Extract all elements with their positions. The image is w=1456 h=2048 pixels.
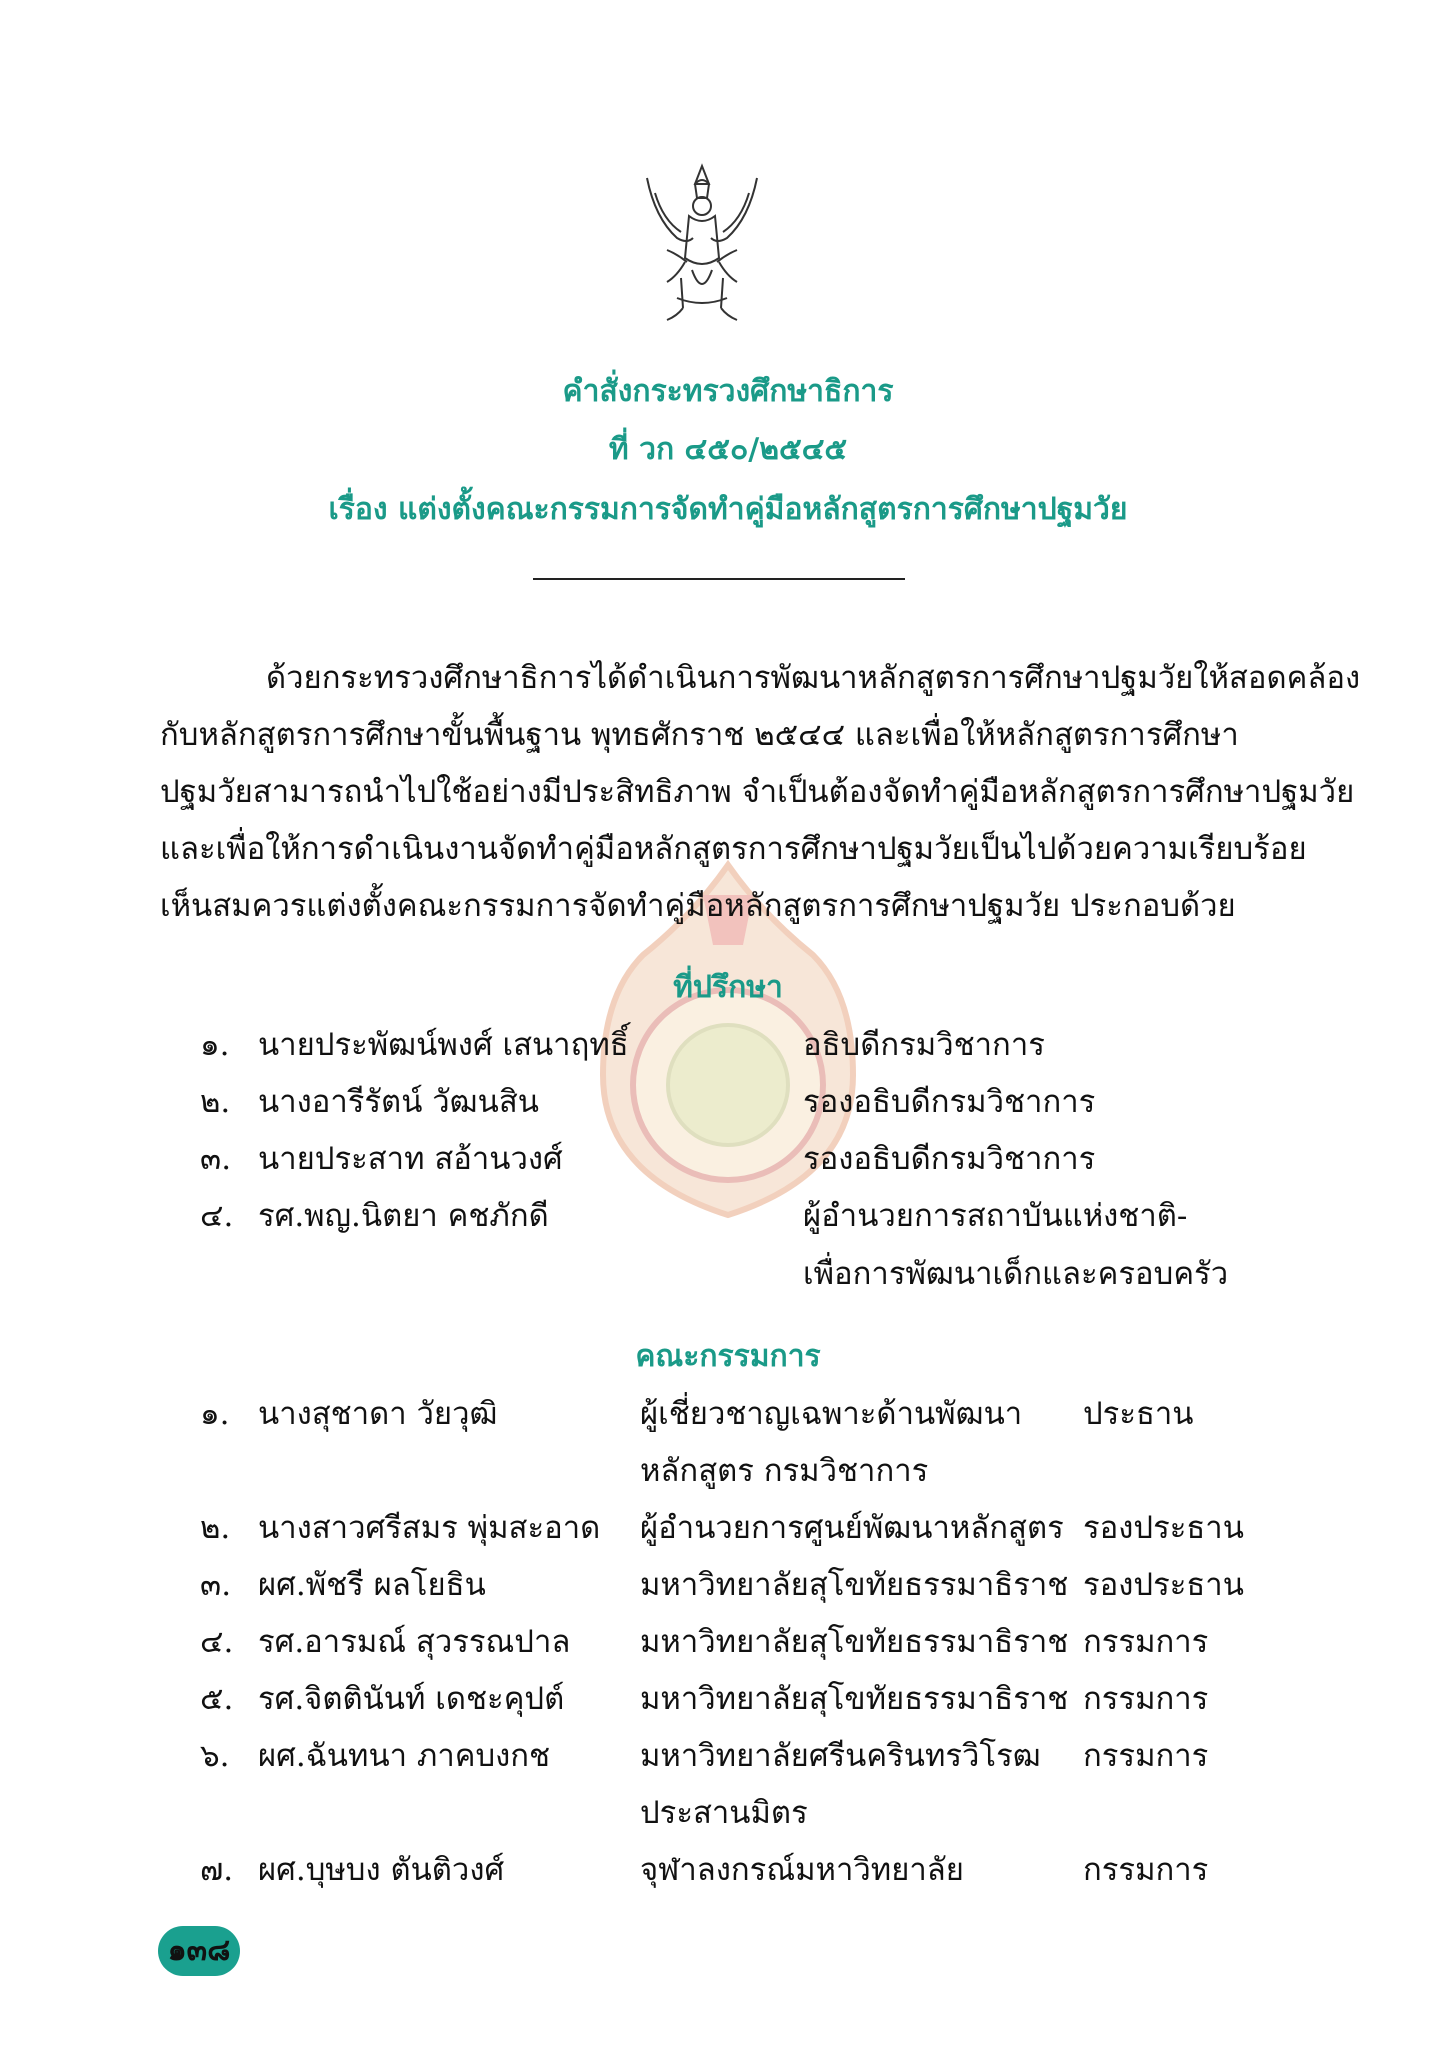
advisors-heading: ที่ปรึกษา (673, 970, 783, 1005)
row-number: ๑. (200, 1396, 230, 1432)
title-divider (533, 578, 905, 580)
member-role: กรรมการ (1083, 1738, 1209, 1774)
row-number: ๔. (200, 1198, 234, 1234)
body-line-3: ปฐมวัยสามารถนำไปใช้อย่างมีประสิทธิภาพ จำเป็นต้องจัดทำคู่มือหลักสูตรการศึกษาปฐมวัย (160, 774, 1355, 810)
body-line-2: กับหลักสูตรการศึกษาขั้นพื้นฐาน พุทธศักราช ๒๕๔๔ และเพื่อให้หลักสูตรการศึกษา (160, 717, 1239, 753)
row-number: ๒. (200, 1084, 231, 1120)
member-name: รศ.จิตตินันท์ เดชะคุปต์ (258, 1681, 565, 1717)
member-position: มหาวิทยาลัยสุโขทัยธรรมาธิราช (640, 1624, 1069, 1660)
member-role: กรรมการ (1083, 1681, 1209, 1717)
row-number: ๖. (200, 1738, 230, 1774)
row-number: ๓. (200, 1141, 232, 1177)
member-name: ผศ.พัชรี ผลโยธิน (258, 1567, 486, 1603)
advisor-name: รศ.พญ.นิตยา คชภักดี (258, 1198, 549, 1234)
row-number: ๒. (200, 1510, 231, 1546)
row-number: ๔. (200, 1624, 234, 1660)
member-position: มหาวิทยาลัยศรีนครินทรวิโรฒ (640, 1738, 1041, 1774)
row-number: ๗. (200, 1852, 234, 1888)
page-number-badge: ๑๓๘ (158, 1926, 240, 1976)
member-role: กรรมการ (1083, 1624, 1209, 1660)
advisor-position: ผู้อำนวยการสถาบันแห่งชาติ- (803, 1198, 1188, 1234)
row-number: ๕. (200, 1681, 234, 1717)
body-line-5: เห็นสมควรแต่งตั้งคณะกรรมการจัดทำคู่มือหลักสูตรการศึกษาปฐมวัย ประกอบด้วย (160, 888, 1236, 924)
row-number: ๑. (200, 1027, 230, 1063)
advisor-name: นายประสาท สอ้านวงศ์ (258, 1141, 563, 1177)
advisor-name: นายประพัฒน์พงศ์ เสนาฤทธิ์ (258, 1027, 629, 1063)
member-name: นางสาวศรีสมร พุ่มสะอาด (258, 1510, 601, 1546)
member-name: ผศ.ฉันทนา ภาคบงกช (258, 1738, 551, 1774)
order-number: ที่ วก ๔๕๐/๒๕๔๕ (608, 432, 848, 467)
member-name: รศ.อารมณ์ สุวรรณปาล (258, 1624, 571, 1660)
order-title: คำสั่งกระทรวงศึกษาธิการ (562, 374, 894, 409)
advisor-position: รองอธิบดีกรมวิชาการ (803, 1141, 1096, 1177)
member-role: ประธาน (1083, 1396, 1194, 1432)
order-subject: เรื่อง แต่งตั้งคณะกรรมการจัดทำคู่มือหลักสูตรการศึกษาปฐมวัย (328, 492, 1128, 527)
member-position: มหาวิทยาลัยสุโขทัยธรรมาธิราช (640, 1567, 1069, 1603)
advisor-name: นางอารีรัตน์ วัฒนสิน (258, 1084, 539, 1120)
member-position-line2: หลักสูตร กรมวิชาการ (640, 1453, 929, 1489)
row-number: ๓. (200, 1567, 232, 1603)
member-position: มหาวิทยาลัยสุโขทัยธรรมาธิราช (640, 1681, 1069, 1717)
member-position: ผู้อำนวยการศูนย์พัฒนาหลักสูตร (640, 1510, 1064, 1546)
advisor-position-line2: เพื่อการพัฒนาเด็กและครอบครัว (803, 1256, 1229, 1292)
member-position-line2: ประสานมิตร (640, 1795, 808, 1831)
member-position: ผู้เชี่ยวชาญเฉพาะด้านพัฒนา (640, 1396, 1023, 1432)
body-line-4: และเพื่อให้การดำเนินงานจัดทำคู่มือหลักสูตรการศึกษาปฐมวัยเป็นไปด้วยความเรียบร้อย (160, 831, 1307, 867)
committee-heading: คณะกรรมการ (635, 1339, 821, 1374)
advisor-position: อธิบดีกรมวิชาการ (803, 1027, 1045, 1063)
member-name: ผศ.บุษบง ตันติวงศ์ (258, 1852, 505, 1888)
member-role: รองประธาน (1083, 1510, 1244, 1546)
member-role: กรรมการ (1083, 1852, 1209, 1888)
member-position: จุฬาลงกรณ์มหาวิทยาลัย (640, 1852, 964, 1888)
member-name: นางสุชาดา วัยวุฒิ (258, 1396, 498, 1432)
body-line-1: ด้วยกระทรวงศึกษาธิการได้ดำเนินการพัฒนาหลักสูตรการศึกษาปฐมวัยให้สอดคล้อง (266, 660, 1361, 696)
advisor-position: รองอธิบดีกรมวิชาการ (803, 1084, 1096, 1120)
member-role: รองประธาน (1083, 1567, 1244, 1603)
garuda-emblem-icon (637, 158, 767, 328)
